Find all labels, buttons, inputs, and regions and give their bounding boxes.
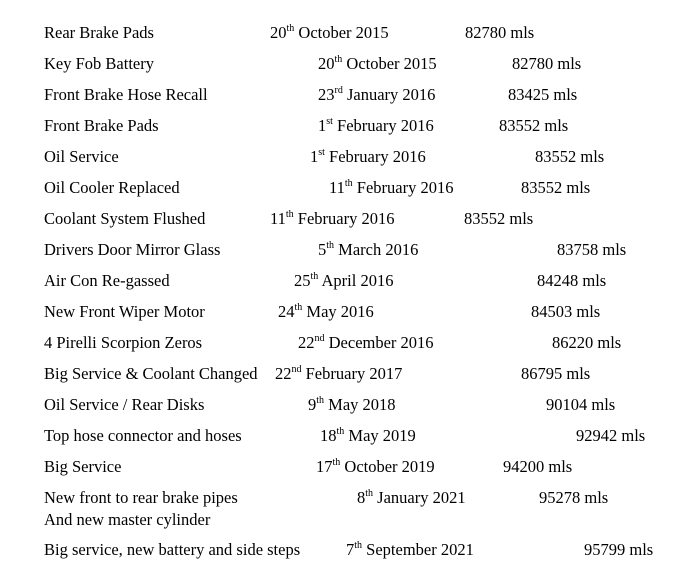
entry-item: Front Brake Hose Recall <box>44 85 208 104</box>
entry-date-day: 17 <box>316 457 333 476</box>
entry-date-month-year: February 2016 <box>337 116 434 135</box>
entry-item: Oil Service / Rear Disks <box>44 395 205 414</box>
log-entry <box>0 238 700 262</box>
log-entry <box>0 424 700 448</box>
entry-date-day: 23 <box>318 85 335 104</box>
entry-date <box>329 176 454 200</box>
entry-item: Oil Cooler Replaced <box>44 178 180 197</box>
entry-date-ordinal: st <box>326 116 333 127</box>
entry-item: Top hose connector and hoses <box>44 426 242 445</box>
entry-item: Big Service <box>44 457 122 476</box>
entry-date-month-year: February 2016 <box>297 209 395 228</box>
entry-item: 4 Pirelli Scorpion Zeros <box>44 333 203 352</box>
entry-date-ordinal: nd <box>314 333 325 344</box>
entry-mileage: 83425 mls <box>508 85 578 104</box>
entry-date-ordinal: th <box>286 23 295 34</box>
entry-date-month-year: October 2015 <box>298 23 389 42</box>
entry-item: Drivers Door Mirror Glass <box>44 240 221 259</box>
entry-date-ordinal: th <box>354 540 363 551</box>
entry-date-ordinal: th <box>326 240 335 251</box>
entry-date <box>270 21 389 45</box>
entry-date-day: 5 <box>318 240 327 259</box>
entry-mileage: 90104 mls <box>546 395 616 414</box>
entry-date-day: 1 <box>318 116 327 135</box>
entry-date-ordinal: th <box>310 271 319 282</box>
entry-date-month-year: January 2016 <box>346 85 436 104</box>
entry-item: Front Brake Pads <box>44 116 159 135</box>
entry-mileage: 82780 mls <box>512 54 582 73</box>
log-entry <box>0 538 700 562</box>
entry-date <box>357 486 466 510</box>
entry-mileage: 92942 mls <box>576 426 646 445</box>
entry-date-ordinal: st <box>318 147 325 158</box>
log-entry <box>0 393 700 417</box>
entry-date-month-year: February 2016 <box>356 178 454 197</box>
entry-date-month-year: May 2019 <box>348 426 416 445</box>
log-entry <box>0 269 700 293</box>
entry-mileage: 82780 mls <box>465 23 535 42</box>
entry-date-day: 22 <box>275 364 292 383</box>
entry-date-month-year: September 2021 <box>366 540 474 559</box>
log-entry <box>0 52 700 76</box>
entry-item: Rear Brake Pads <box>44 23 154 42</box>
entry-mileage: 83552 mls <box>499 116 569 135</box>
entry-item: Oil Service <box>44 147 119 166</box>
entry-item: Big service, new battery and side steps <box>44 540 301 559</box>
entry-date-month-year: April 2016 <box>321 271 394 290</box>
entry-date-ordinal: nd <box>291 364 302 375</box>
entry-date-day: 9 <box>308 395 317 414</box>
entry-item-continued: And new master cylinder <box>44 510 211 529</box>
entry-mileage: 83552 mls <box>521 178 591 197</box>
entry-date <box>318 114 434 138</box>
entry-date-ordinal: th <box>336 426 345 437</box>
entry-date <box>275 362 402 386</box>
entry-item: Key Fob Battery <box>44 54 154 73</box>
entry-date <box>318 52 437 76</box>
entry-mileage: 84248 mls <box>537 271 607 290</box>
entry-item: New front to rear brake pipes <box>44 488 238 507</box>
entry-date-month-year: January 2021 <box>377 488 466 507</box>
entry-mileage: 84503 mls <box>531 302 601 321</box>
log-entry <box>0 176 700 200</box>
entry-mileage: 86795 mls <box>521 364 591 383</box>
log-entry <box>0 21 700 45</box>
entry-date <box>318 83 435 107</box>
log-entry <box>0 455 700 479</box>
entry-mileage: 95799 mls <box>584 540 654 559</box>
log-entry <box>0 114 700 138</box>
log-entry <box>0 207 700 231</box>
entry-date-day: 25 <box>294 271 311 290</box>
log-entry <box>0 486 700 529</box>
entry-mileage: 83758 mls <box>557 240 627 259</box>
entry-date <box>318 238 418 262</box>
entry-date-month-year: February 2017 <box>305 364 403 383</box>
entry-date <box>310 145 426 169</box>
entry-date-month-year: October 2019 <box>344 457 435 476</box>
entry-item: Big Service & Coolant Changed <box>44 364 258 383</box>
entry-date-ordinal: th <box>344 178 353 189</box>
entry-mileage: 95278 mls <box>539 488 609 507</box>
entry-date-ordinal: th <box>334 54 343 65</box>
entry-date-ordinal: th <box>285 209 294 220</box>
log-entry <box>0 83 700 107</box>
entry-date <box>294 269 393 293</box>
entry-mileage: 94200 mls <box>503 457 573 476</box>
entry-date-ordinal: th <box>365 488 374 499</box>
entry-date-ordinal: th <box>294 302 303 313</box>
entry-mileage: 83552 mls <box>464 209 534 228</box>
entry-date <box>316 455 435 479</box>
log-entry <box>0 145 700 169</box>
entry-mileage: 83552 mls <box>535 147 605 166</box>
entry-item: Coolant System Flushed <box>44 209 206 228</box>
log-entry <box>0 362 700 386</box>
entry-item: New Front Wiper Motor <box>44 302 205 321</box>
entry-date-ordinal: th <box>316 395 325 406</box>
entry-item: Air Con Re-gassed <box>44 271 170 290</box>
entry-date-month-year: May 2018 <box>328 395 396 414</box>
entry-date-month-year: March 2016 <box>338 240 419 259</box>
entry-date-day: 22 <box>298 333 315 352</box>
log-entry <box>0 331 700 355</box>
entry-date <box>320 424 416 448</box>
entry-date <box>278 300 374 324</box>
entry-date <box>270 207 395 231</box>
entry-date-day: 7 <box>346 540 355 559</box>
entry-date-day: 24 <box>278 302 295 321</box>
entry-date-month-year: May 2016 <box>306 302 374 321</box>
entry-date-month-year: October 2015 <box>346 54 437 73</box>
entry-date-day: 8 <box>357 488 366 507</box>
entry-date-day: 20 <box>270 23 287 42</box>
entry-mileage: 86220 mls <box>552 333 622 352</box>
log-entry <box>0 300 700 324</box>
entry-date-day: 20 <box>318 54 335 73</box>
entry-date-day: 11 <box>270 209 286 228</box>
entry-date-day: 1 <box>310 147 319 166</box>
entry-date <box>298 331 434 355</box>
entry-date-month-year: December 2016 <box>328 333 434 352</box>
entry-date <box>308 393 396 417</box>
entry-date-month-year: February 2016 <box>329 147 426 166</box>
entry-date <box>346 538 474 562</box>
entry-date-ordinal: th <box>332 457 341 468</box>
entry-date-ordinal: rd <box>334 85 343 96</box>
entry-date-day: 11 <box>329 178 345 197</box>
entry-date-day: 18 <box>320 426 337 445</box>
